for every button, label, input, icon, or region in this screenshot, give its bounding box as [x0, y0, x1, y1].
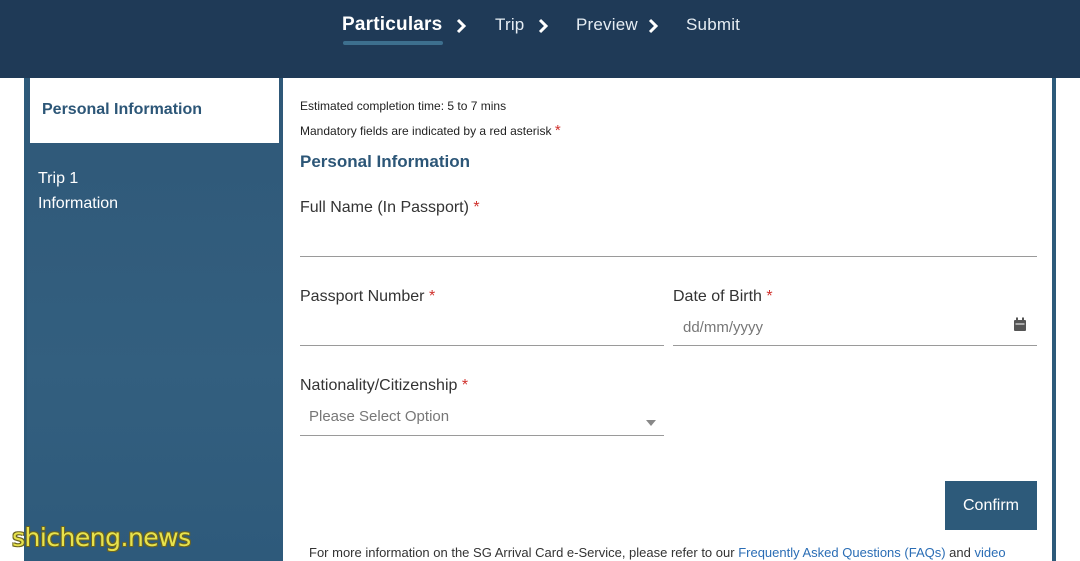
watermark: shicheng.news — [12, 523, 191, 552]
confirm-button[interactable]: Confirm — [945, 481, 1037, 530]
full-name-input[interactable] — [300, 256, 1037, 257]
full-name-label: Full Name (In Passport) * — [300, 199, 480, 216]
stepper-bar — [0, 0, 1080, 78]
step-particulars[interactable]: Particulars — [342, 14, 443, 35]
faq-link[interactable]: Frequently Asked Questions (FAQs) — [738, 545, 946, 560]
date-of-birth-underline — [673, 345, 1037, 346]
frame-border-right — [1052, 78, 1056, 561]
caret-down-icon[interactable] — [646, 413, 656, 419]
passport-number-label: Passport Number * — [300, 288, 436, 305]
step-submit[interactable]: Submit — [686, 15, 741, 34]
section-title: Personal Information — [300, 152, 471, 171]
nationality-underline — [300, 435, 664, 436]
date-of-birth-input[interactable]: dd/mm/yyyy — [683, 319, 764, 336]
nationality-label: Nationality/Citizenship * — [300, 377, 469, 394]
nationality-select[interactable]: Please Select Option — [309, 408, 450, 425]
video-link[interactable]: video — [974, 545, 1006, 560]
date-of-birth-label: Date of Birth * — [673, 288, 773, 305]
passport-number-input[interactable] — [300, 345, 664, 346]
sidebar-item-trip-information[interactable]: Trip 1 Information — [38, 170, 119, 212]
step-trip[interactable]: Trip — [495, 15, 525, 34]
required-asterisk: * — [428, 288, 436, 305]
chevron-right-icon — [453, 18, 469, 34]
estimated-time-note: Estimated completion time: 5 to 7 mins — [300, 99, 507, 113]
active-step-indicator — [343, 41, 443, 45]
required-asterisk: * — [473, 199, 480, 216]
step-preview[interactable]: Preview — [576, 15, 638, 34]
sidebar — [27, 78, 283, 561]
required-asterisk: * — [461, 377, 469, 394]
chevron-right-icon — [645, 18, 661, 34]
footer-info: For more information on the SG Arrival Card e-Service, please refer to our Frequently Asked Questions (FAQs) and video — [309, 545, 1006, 560]
mandatory-note: Mandatory fields are indicated by a red asterisk * — [300, 122, 561, 139]
chevron-right-icon — [535, 18, 551, 34]
sidebar-item-label[interactable]: Personal Information — [42, 101, 203, 118]
required-asterisk: * — [554, 122, 561, 139]
form-panel — [284, 78, 1052, 561]
required-asterisk: * — [766, 288, 773, 305]
calendar-icon[interactable] — [1013, 317, 1027, 332]
